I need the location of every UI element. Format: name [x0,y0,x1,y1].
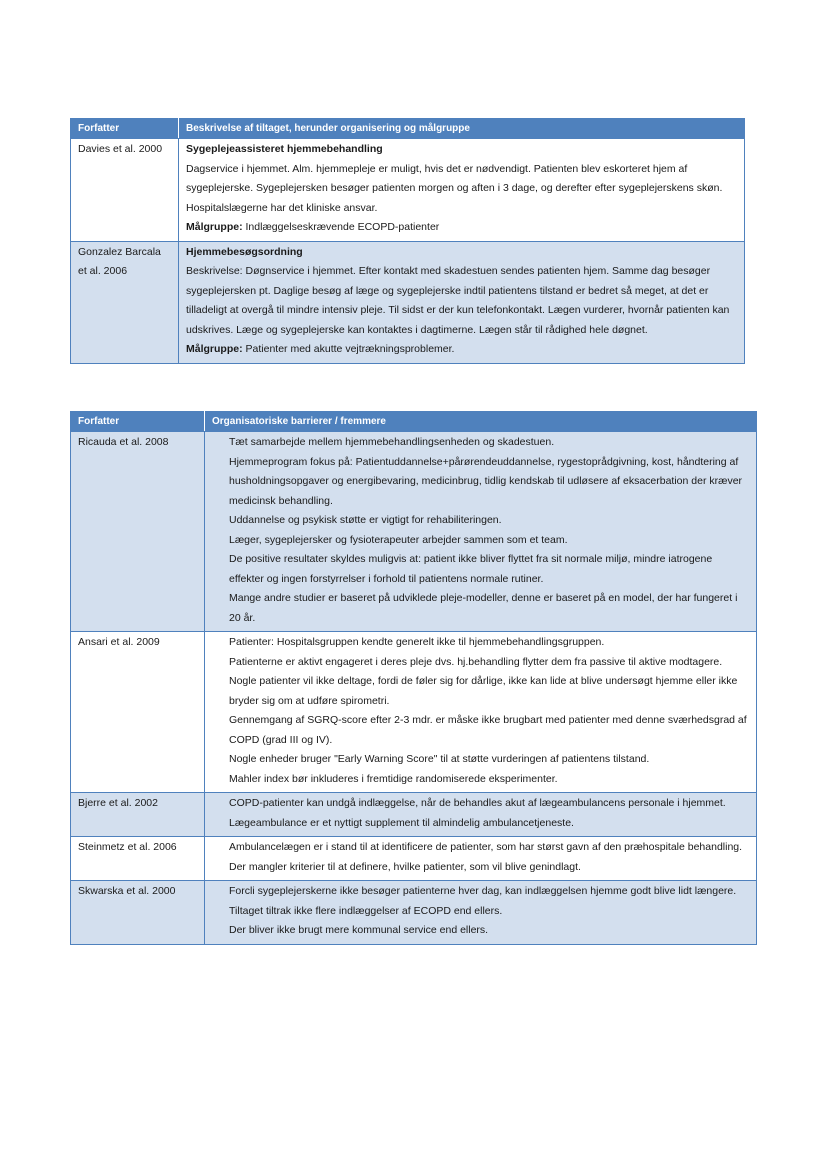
table-header-row [71,412,757,432]
description-cell [179,241,745,363]
list-item: Patienter: Hospitalsgruppen kendte generelt ikke til hjemmebehandlingsgruppen. [229,636,605,648]
list-item: Lægeambulance er et nyttigt supplement til almindelig ambulancetjeneste. [229,816,574,829]
list-item: Uddannelse og psykisk støtte er vigtigt for rehabiliteringen. [229,514,502,526]
author-cell: Gonzalez Barcala et al. 2006 [71,241,179,363]
author-cell: Bjerre et al. 2002 [71,793,205,837]
list-item: Der mangler kriterier til at definere, hvilke patienter, som vil blive genindlagt. [229,860,581,873]
barriers-cell [205,432,757,632]
target-group-value: Indlæggelseskrævende ECOPD-patienter [242,221,440,233]
list-item: Hjemmeprogram fokus på: Patientuddannelse+pårørendeuddannelse, rygestoprådgivning, kost, håndtering af husholdningsopgaver og energibevaring, medicinbrug, tidlig kendskab til udløsere af eksacerbation der kræver medicinsk behandling. [229,455,743,507]
list-item: Tiltaget tiltrak ikke flere indlæggelser af ECOPD end ellers. [229,904,503,917]
list-item: COPD-patienter kan undgå indlæggelse, når de behandles akut af lægeambulancens personale i hjemmet. [229,797,726,809]
list-item: Nogle patienter vil ikke deltage, fordi de føler sig for dårlige, ikke kan lide at blive undersøgt hjemme eller ikke bryder sig om at udføre spirometri. [229,675,738,707]
description-cell [179,139,745,242]
table-row [71,139,745,242]
barriers-cell [205,881,757,945]
author-cell: Davies et al. 2000 [71,139,179,242]
list-item: Læger, sygeplejersker og fysioterapeuter arbejder sammen som et team. [229,533,568,546]
table-row [71,793,757,837]
list-item: Mahler index bør inkluderes i fremtidige randomiserede eksperimenter. [229,772,558,785]
list-item: Forcli sygeplejerskerne ikke besøger patienterne hver dag, kan indlæggelsen hjemme godt blive lidt længere. [229,885,737,897]
target-group-label: Målgruppe: [186,343,243,355]
author-cell: Ricauda et al. 2008 [71,432,205,632]
column-header-author: Forfatter [71,119,179,139]
target-group [186,218,737,238]
list-item: Der bliver ikke brugt mere kommunal service end ellers. [229,924,489,936]
barriers-cell [205,837,757,881]
list-item: Ambulancelægen er i stand til at identificere de patienter, som har størst gavn af den præhospitale behandling. [229,841,743,853]
author-cell: Ansari et al. 2009 [71,632,205,793]
list-item: Nogle enheder bruger "Early Warning Score" til at støtte vurderingen af patientens tilstand. [229,753,650,765]
intervention-title: Hjemmebesøgsordning [186,245,303,258]
table-row [71,881,757,945]
list-item: Mange andre studier er baseret på udviklede pleje-modeller, denne er baseret på en model, der har fungeret i 20 år. [229,592,738,624]
list-item: Tæt samarbejde mellem hjemmebehandlingsenheden og skadestuen. [229,436,555,448]
table-row [71,432,757,632]
table-row [71,632,757,793]
list-item: Patienterne er aktivt engageret i deres pleje dvs. hj.behandling flytter dem fra passive til aktive modtagere. [229,655,723,668]
intervention-text: Dagservice i hjemmet. Alm. hjemmepleje er muligt, hvis det er nødvendigt. Patienten blev eskorteret hjem af sygeplejerske. Sygeplejersken besøger patienten morgen og aften i 3 dage, og derefter efter sygeplejerskens skøn. Hospitalslægerne har det kliniske ansvar. [186,162,723,214]
table-row [71,837,757,881]
target-group-value: Patienter med akutte vejtrækningsproblemer. [242,343,455,355]
list-item: De positive resultater skyldes muligvis at: patient ikke bliver flyttet fra sit normale miljø, mindre iatrogene effekter og ingen forstyrrelser i forhold til patientens normale rutiner. [229,553,713,585]
author-cell: Skwarska et al. 2000 [71,881,205,945]
barriers-cell [205,793,757,837]
intervention-title: Sygeplejeassisteret hjemmebehandling [186,143,383,155]
table-header-row [71,119,745,139]
target-group [186,340,737,360]
intervention-text: Beskrivelse: Døgnservice i hjemmet. Efter kontakt med skadestuen sendes patienten hjem. Samme dag besøger sygeplejersken pt. Daglige besøg af læge og sygeplejerske indtil patientens tilstand er bedret så meget, at det er tilladeligt at overgå til mindre intensiv pleje. Til sidst er der kun telefonkontakt. Lægen vurderer, hvornår patienten kan udskrives. Læge og sygeplejerske kan kontaktes i dagtimerne. Lægen står til rådighed hele døgnet. [186,265,730,336]
author-cell: Steinmetz et al. 2006 [71,837,205,881]
list-item: Gennemgang af SGRQ-score efter 2-3 mdr. er måske ikke brugbart med patienter med denne sværhedsgrad af COPD (grad III og IV). [229,714,747,746]
column-header-barriers: Organisatoriske barrierer / fremmere [205,412,757,432]
intervention-description-table [70,118,745,364]
table-row [71,241,745,363]
organizational-barriers-table [70,411,757,945]
target-group-label: Målgruppe: [186,221,243,233]
column-header-description: Beskrivelse af tiltaget, herunder organisering og målgruppe [179,119,745,139]
column-header-author: Forfatter [71,412,205,432]
barriers-cell [205,632,757,793]
